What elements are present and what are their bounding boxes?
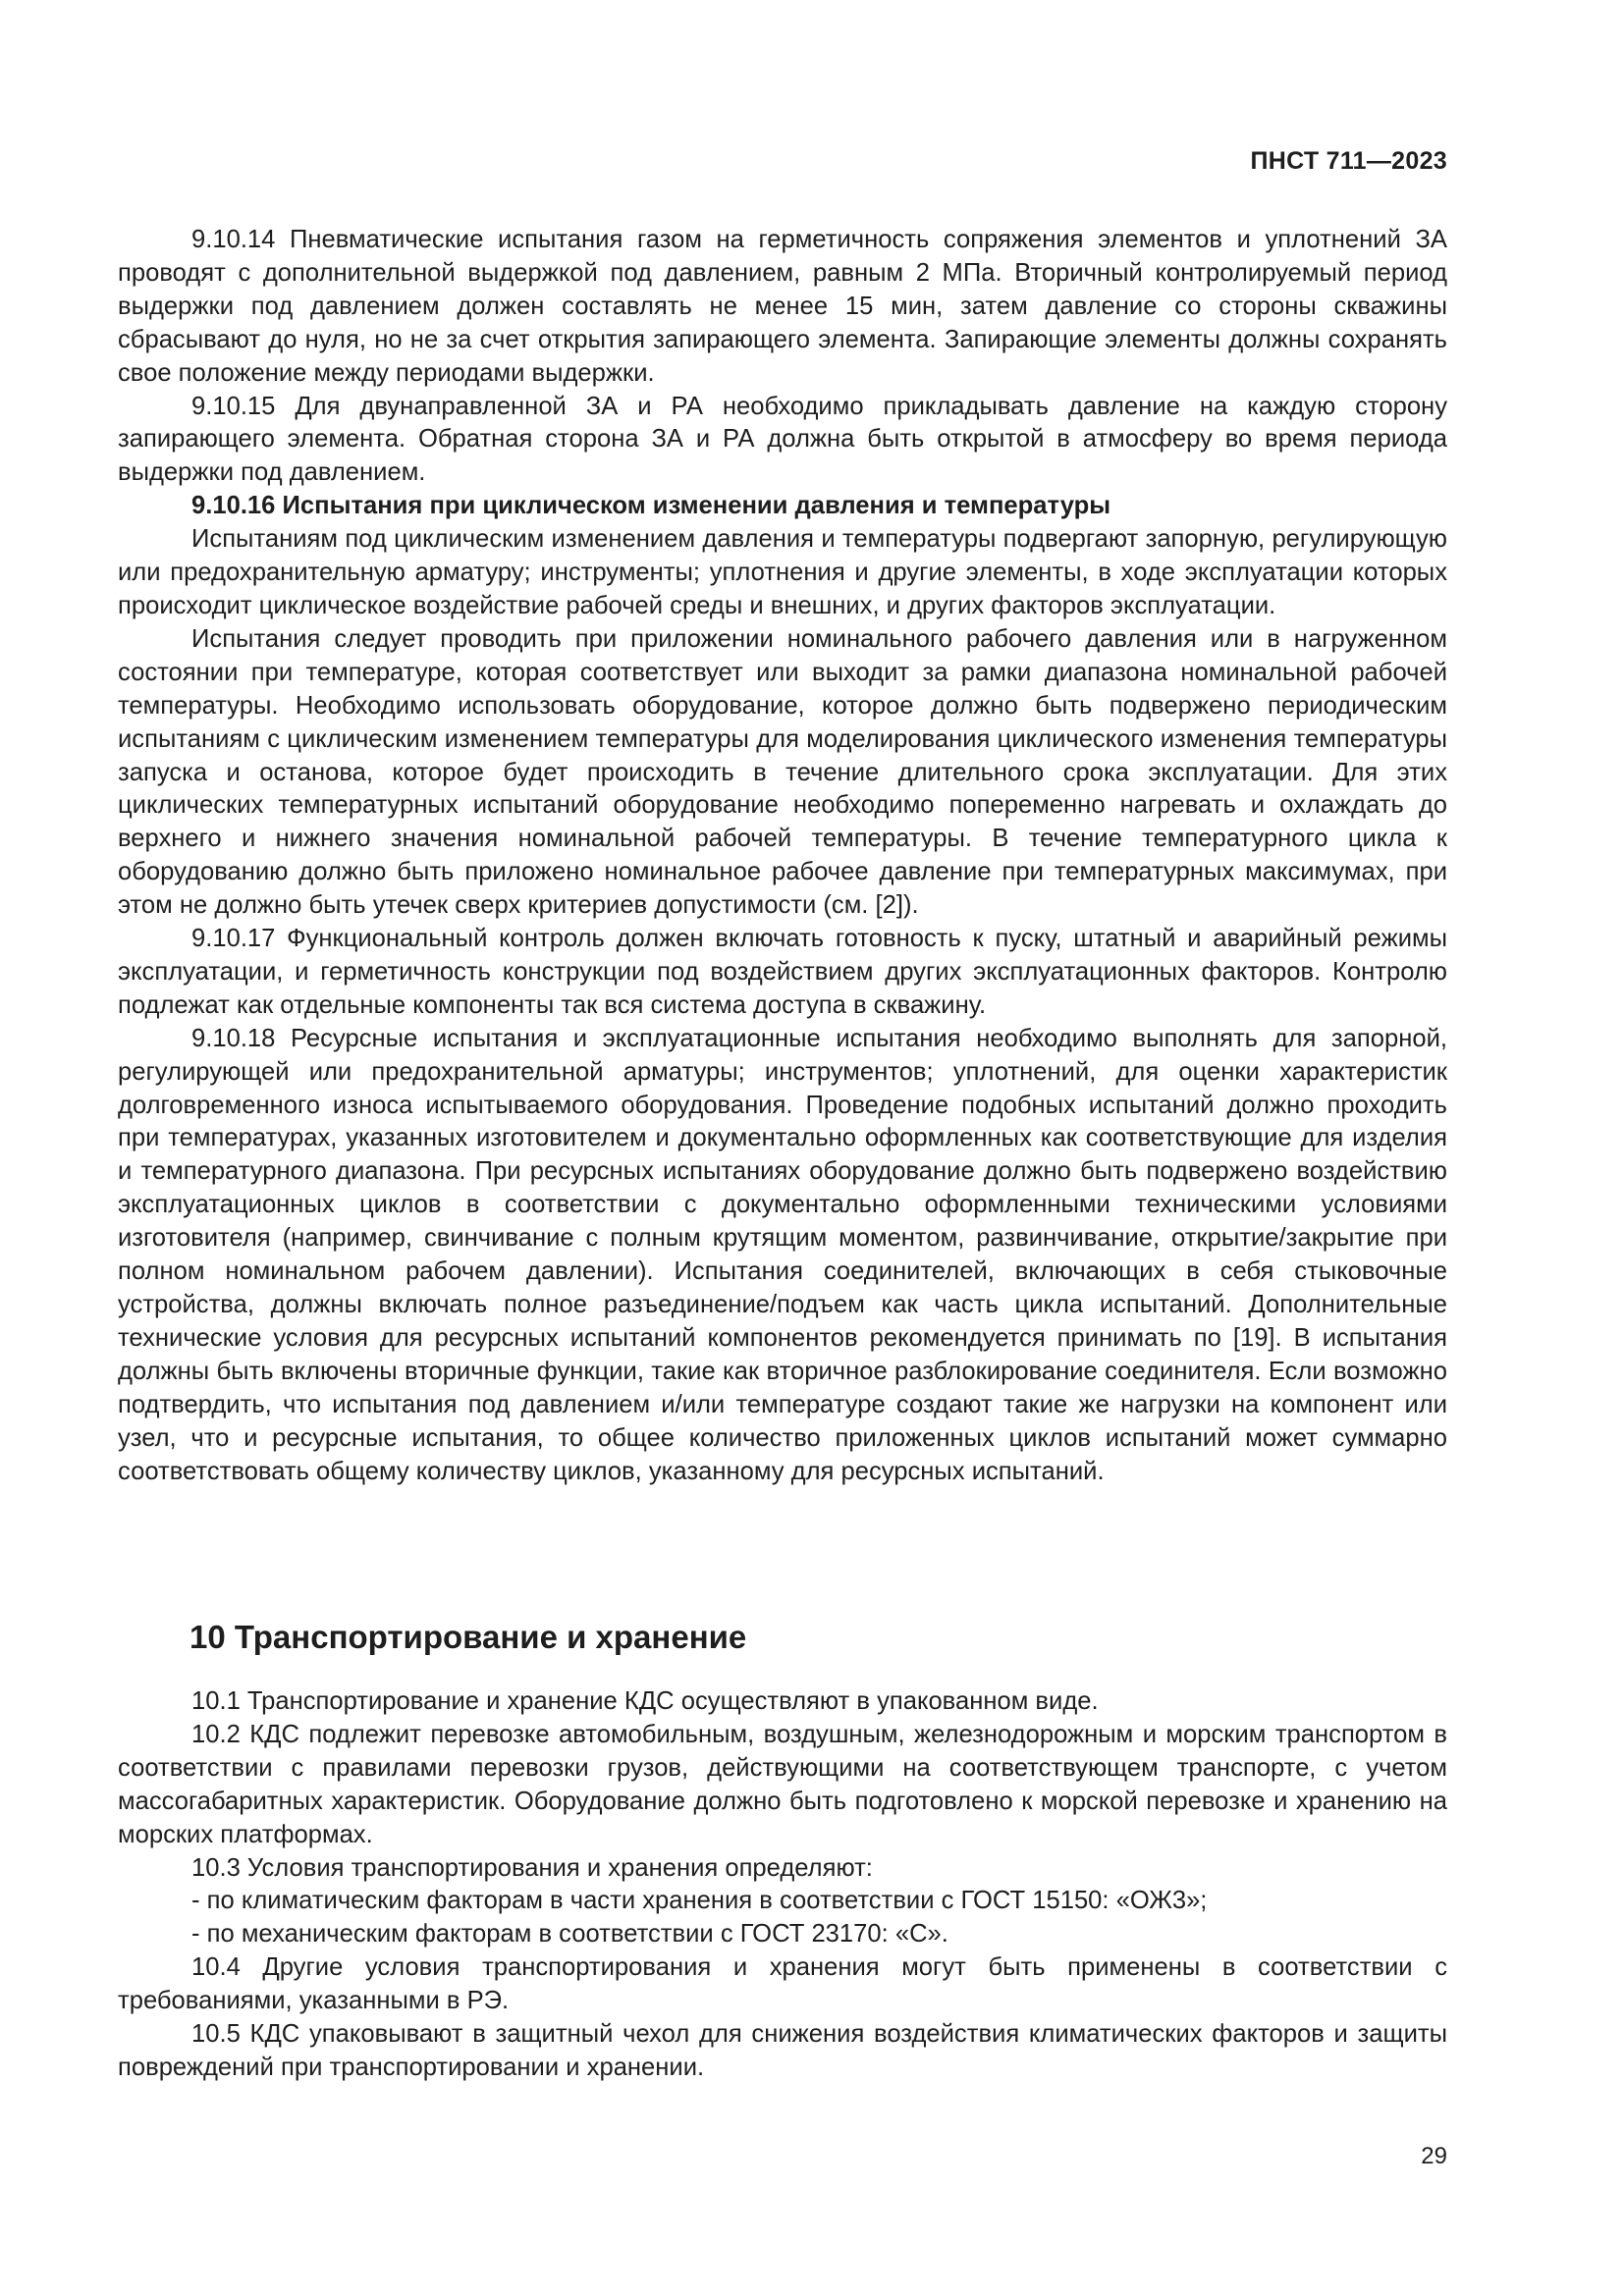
subheading-9-10-16: 9.10.16 Испытания при циклическом изменении давления и температуры — [191, 492, 1111, 520]
page-number: 29 — [1421, 2143, 1447, 2169]
paragraph-10-5: 10.5 КДС упаковывают в защитный чехол для снижения воздействия климатических факторов и защиты повреждений при транспортировании и хранении. — [118, 2020, 1447, 2081]
paragraph-9-10-16-a: Испытаниям под циклическим изменением давления и температуры подвергают запорную, регулирующую или предохранительную арматуру; инструменты; уплотнения и другие элементы, в ходе эксплуатации которых происходит циклическое воздействие рабочей среды и внешних, и других факторов эксплуатации. — [118, 525, 1447, 619]
paragraph-10-1: 10.1 Транспортирование и хранение КДС осуществляют в упакованном виде. — [191, 1687, 1099, 1715]
section-9-text — [118, 224, 1447, 1488]
section-10-text — [118, 1685, 1447, 2085]
paragraph-9-10-16-b: Испытания следует проводить при приложении номинального рабочего давления или в нагруженном состоянии при температуре, которая соответствует или выходит за рамки диапазона номинальной рабочей температуры. Необходимо использовать оборудование, которое должно быть подвержено периодическим испытаниям с циклическим изменением температуры для моделирования циклического изменения температуры запуска и останова, которое будет происходить в течение длительного срока эксплуатации. Для этих циклических температурных испытаний оборудование необходимо попеременно нагревать и охлаждать до верхнего и нижнего значения номинальной рабочей температуры. В течение температурного цикла к оборудованию должно быть приложено номинальное рабочее давление при температурных максимумах, при этом не должно быть утечек сверх критериев допустимости (см. [2]). — [118, 624, 1447, 920]
list-item: - по климатическим факторам в части хранения в соответствии с ГОСТ 15150: «ОЖ3»; — [191, 1887, 1208, 1915]
document-code-header: ПНСТ 711—2023 — [1250, 147, 1447, 175]
paragraph-9-10-17: 9.10.17 Функциональный контроль должен включать готовность к пуску, штатный и аварийный режимы эксплуатации, и герметичность конструкции под воздействием других эксплуатационных факторов. Контролю подлежат как отдельные компоненты так вся система доступа в скважину. — [118, 925, 1447, 1019]
paragraph-10-3: 10.3 Условия транспортирования и хранения определяют: — [191, 1853, 873, 1882]
paragraph-9-10-15: 9.10.15 Для двунаправленной ЗА и РА необходимо прикладывать давление на каждую сторону запирающего элемента. Обратная сторона ЗА и РА должна быть открытой в атмосферу во время периода выдержки под давлением. — [118, 392, 1447, 487]
paragraph-10-2: 10.2 КДС подлежит перевозке автомобильным, воздушным, железнодорожным и морским транспортом в соответствии с правилами перевозки грузов, действующими на соответствующем транспорте, с учетом массогабаритных характеристик. Оборудование должно быть подготовлено к морской перевозке и хранению на морских платформах. — [118, 1720, 1447, 1848]
paragraph-9-10-14: 9.10.14 Пневматические испытания газом на герметичность сопряжения элементов и уплотнений ЗА проводят с дополнительной выдержкой под давлением, равным 2 МПа. Вторичный контролируемый период выдержки под давлением должен составлять не менее 15 мин, затем давление со стороны скважины сбрасывают до нуля, но не за счет открытия запирающего элемента. Запирающие элементы должны сохранять свое положение между периодами выдержки. — [118, 226, 1447, 387]
section-10-heading: 10 Транспортирование и хранение — [189, 1619, 747, 1655]
list-item: - по механическим факторам в соответствии с ГОСТ 23170: «С». — [191, 1920, 948, 1949]
paragraph-10-4: 10.4 Другие условия транспортирования и хранения могут быть применены в соответствии с требованиями, указанными в РЭ. — [118, 1953, 1447, 2015]
paragraph-9-10-18: 9.10.18 Ресурсные испытания и эксплуатационные испытания необходимо выполнять для запорной, регулирующей или предохранительной арматуры; инструментов; уплотнений, для оценки характеристик долговременного износа испытываемого оборудования. Проведение подобных испытаний должно проходить при температурах, указанных изготовителем и документально оформленных как соответствующие для изделия и температурного диапазона. При ресурсных испытаниях оборудование должно быть подвержено воздействию эксплуатационных циклов в соответствии с документально оформленными техническими условиями изготовителя (например, свинчивание с полным крутящим моментом, развинчивание, открытие/закрытие при полном номинальном рабочем давлении). Испытания соединителей, включающих в себя стыковочные устройства, должны включать полное разъединение/подъем как часть цикла испытаний. Дополнительные технические условия для ресурсных испытаний компонентов рекомендуется принимать по [19]. В испытания должны быть включены вторичные функции, такие как вторичное разблокирование соединителя. Если возможно подтвердить, что испытания под давлением и/или температуре создают такие же нагрузки на компонент или узел, что и ресурсные испытания, то общее количество приложенных циклов испытаний может суммарно соответствовать общему количеству циклов, указанному для ресурсных испытаний. — [118, 1024, 1447, 1485]
